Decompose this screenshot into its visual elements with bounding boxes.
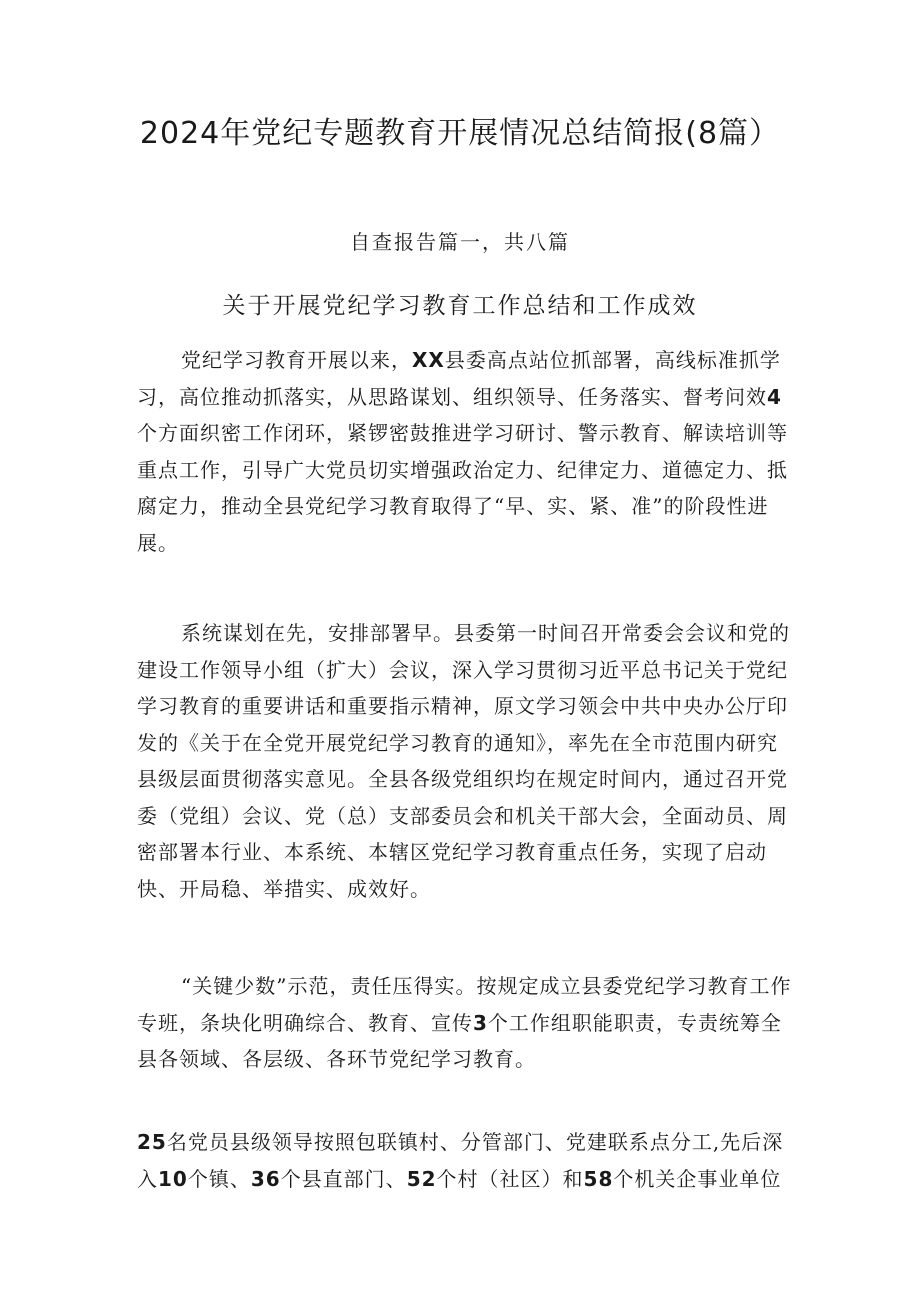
number-units: 58 (583, 1166, 614, 1191)
county-name: XX (412, 348, 445, 372)
text-run: 党纪学习教育开展以来， (181, 348, 412, 372)
text-run: 个方面织密工作闭环，紧锣密鼓推进学习研讨、警示教育、解读培训等重点工作，引导广大党员切实增强政治定力、纪律定力、道德定力、抵腐定力，推动全县党纪学习教育取得了“早、实、紧、准”的阶段性进展。 (137, 421, 788, 555)
number-towns: 10 (158, 1166, 188, 1191)
text-run: “关键少数”示范，责任压得实。按规定成立县委党纪学习教育工作专班，条块化明确综合、教育、宣传 (137, 974, 792, 1035)
document-title: 2024年党纪专题教育开展情况总结简报(8篇） (139, 116, 781, 151)
text-run: 个镇、 (187, 1166, 251, 1191)
section-label: 自查报告篇一，共八篇 (350, 230, 570, 254)
number-leaders: 25 (137, 1130, 167, 1154)
paragraph-leaders (137, 1124, 793, 1197)
paragraph-key-minority (137, 968, 793, 1078)
section-heading: 关于开展党纪学习教育工作总结和工作成效 (222, 293, 698, 319)
text-run: 个村（社区）和 (436, 1166, 584, 1191)
text-run: 个工作组职能职责，专责统筹全县各领域、各层级、各环节党纪学习教育。 (137, 1010, 782, 1071)
text-run: 名党员县级领导按照包联镇村、分管部门、党建联系点分工,先后深入 (137, 1130, 784, 1191)
paragraph-intro (137, 342, 793, 561)
text-run: 个县直部门、 (280, 1166, 407, 1191)
number-aspects: 4 (767, 384, 782, 409)
text-run: 县委高点站位抓部署，高线标准抓学习，高位推动抓落实，从思路谋划、组织领导、任务落实、督考问效 (137, 348, 781, 409)
number-work-groups: 3 (473, 1010, 488, 1035)
number-villages: 52 (406, 1166, 437, 1191)
number-departments: 36 (250, 1166, 281, 1191)
paragraph-planning: 系统谋划在先，安排部署早。县委第一时间召开常委会会议和党的建设工作领导小组（扩大）会议，深入学习贯彻习近平总书记关于党纪学习教育的重要讲话和重要指示精神，原文学习领会中共中央办公厅印发的《关于在全党开展党纪学习教育的通知》，率先在全市范围内研究县级层面贯彻落实意见。全县各级党组织均在规定时间内，通过召开党委（党组）会议、党（总）支部委员会和机关干部大会，全面动员、周密部署本行业、本系统、本辖区党纪学习教育重点任务，实现了启动快、开局稳、举措实、成效好。 (137, 621, 790, 901)
text-run: 个机关企事业单位 (613, 1166, 782, 1191)
